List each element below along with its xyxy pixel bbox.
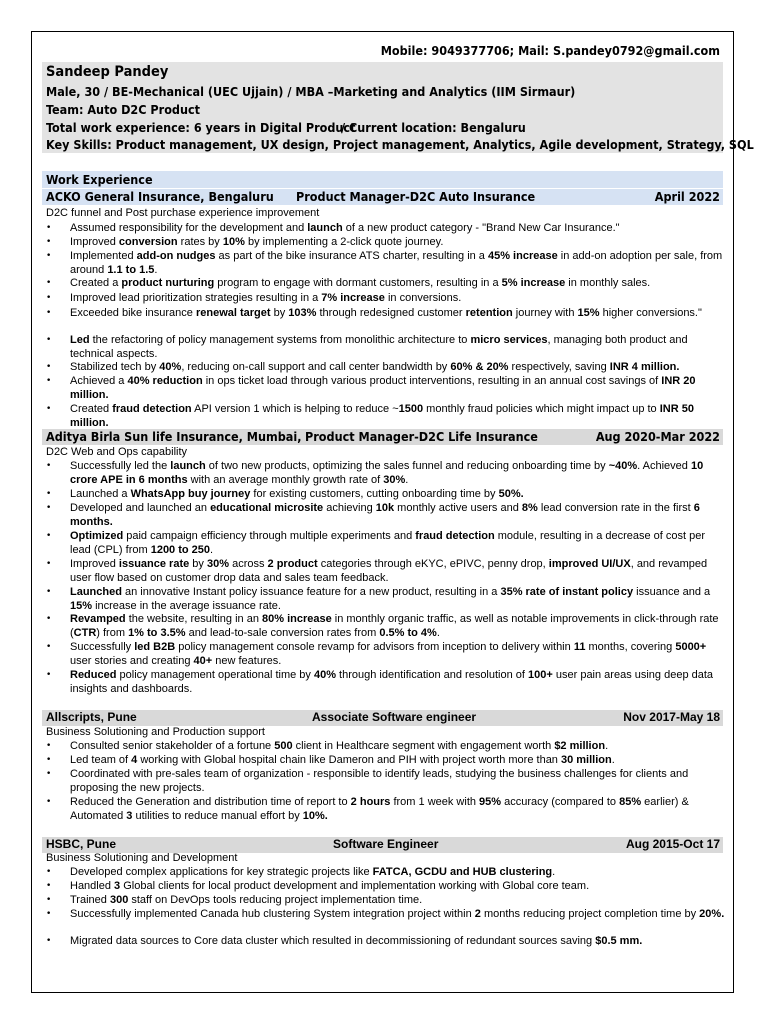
bullet-emphasis: 30% <box>383 473 406 486</box>
job-header-acko <box>42 189 723 205</box>
bullet-text: Successfully led the <box>70 460 171 472</box>
bullet-item <box>70 292 726 306</box>
bullet-item <box>70 307 726 321</box>
bullet-item <box>70 880 726 894</box>
bullet-text: . <box>210 543 214 556</box>
bullet-emphasis: $0.5 mm. <box>595 935 643 947</box>
bullet-item <box>70 586 726 613</box>
bullet-text: earlier) & Automated <box>70 796 689 822</box>
bullet-text: Reduced the Generation and distribution time of report to <box>70 796 351 808</box>
bullet-text: months reducing project completion time by <box>480 908 700 920</box>
bullet-emphasis: Revamped <box>70 613 126 625</box>
job-header-hsbc <box>42 837 723 853</box>
bullet-item <box>70 740 726 754</box>
bullet-text: by <box>189 558 207 570</box>
bullet-emphasis: WhatsApp buy journey <box>130 488 251 500</box>
bullet-emphasis: Optimized <box>70 530 124 542</box>
job-date: Aug 2015-Oct 17 <box>625 837 720 851</box>
bullet-text: Launched a <box>70 488 131 500</box>
job-date: Aug 2020-Mar 2022 <box>595 429 720 444</box>
bullet-emphasis: 40% <box>313 669 336 681</box>
bullet-text: achieving <box>323 502 376 514</box>
bullet-emphasis: fraud detection <box>112 403 192 415</box>
bullet-text: Migrated data sources to Core data cluster which resulted in decommissioning of redundant sources saving <box>70 935 596 947</box>
contact-line: Mobile: 9049377706; Mail: S.pandey0792@gmail.com <box>380 43 720 58</box>
bullet-emphasis: 2 <box>474 908 481 920</box>
bullet-emphasis: 3 <box>126 809 133 822</box>
bullet-text: in monthly sales. <box>565 277 651 289</box>
bullet-text: ) from <box>96 626 129 639</box>
bullet-item <box>70 460 726 487</box>
bullet-text: respectively, saving <box>508 361 610 373</box>
bullet-text: months, covering <box>585 641 676 653</box>
bullet-emphasis: 5% increase <box>501 277 566 289</box>
bullet-emphasis: 2 hours <box>350 796 391 808</box>
bullet-text: of a new product category - "Brand New Car Insurance." <box>342 222 620 234</box>
bullet-text: new features. <box>212 654 282 667</box>
bullet-emphasis: 5000+ <box>675 641 707 653</box>
bullet-text: in add-on adoption per sale, from around <box>70 250 723 276</box>
bullet-emphasis: issuance rate <box>118 558 190 570</box>
bullet-text: in monthly organic traffic, as well as notable improvements in click-through rate ( <box>70 613 719 639</box>
bullet-emphasis: 85% <box>619 796 642 808</box>
bullet-text: Stabilized tech by <box>70 361 160 373</box>
work-experience-heading <box>42 171 723 188</box>
bullet-text: by <box>270 307 289 319</box>
job-date: Nov 2017-May 18 <box>623 710 720 724</box>
profile-header <box>42 62 754 153</box>
bullet-item <box>70 613 726 640</box>
section-title: Work Experience <box>46 172 153 187</box>
bullet-text: . <box>154 263 158 276</box>
bullet-text: working with Global hospital chain like Dameron and PIH with project worth more than <box>137 754 561 766</box>
bullet-text: monthly fraud policies which might impact up to <box>423 403 660 415</box>
bullet-emphasis: 15% <box>70 599 93 612</box>
bullet-text: client in Healthcare segment with engagement worth <box>292 740 555 752</box>
bullet-text: Handled <box>70 880 115 892</box>
bullet-text: Achieved a <box>70 375 128 387</box>
bullet-text: module, resulting in a decrease of cost per lead (CPL) from <box>70 530 706 556</box>
bullet-emphasis: 7% increase <box>321 292 385 304</box>
bullet-item <box>70 250 726 277</box>
job-company: Aditya Birla Sun life Insurance, Mumbai, <box>46 429 302 444</box>
bullet-text: the refactoring of policy management systems from monolithic architecture to <box>89 334 471 346</box>
bullet-text: Global clients for local product development and implementation working with Global core team. <box>120 880 590 892</box>
bullet-emphasis: 40+ <box>193 654 213 667</box>
bullet-emphasis: 40% reduction <box>127 375 203 387</box>
bullet-text: Led team of <box>70 754 132 766</box>
bullet-text: . <box>436 626 440 639</box>
bullet-emphasis: 40% <box>159 361 182 373</box>
bullet-text: policy management console revamp for advisors from inception to delivery within <box>175 641 574 653</box>
education-line: Male, 30 / BE-Mechanical (UEC Ujjain) / MBA –Marketing and Analytics (IIM Sirmaur) <box>46 84 576 99</box>
bullet-emphasis: Led <box>70 334 90 346</box>
bullet-text: Successfully implemented Canada hub clustering System integration project within <box>70 908 475 920</box>
bullet-emphasis: 3 <box>114 880 121 892</box>
bullet-item <box>70 669 726 696</box>
bullet-item <box>70 908 726 922</box>
bullet-item <box>70 277 726 291</box>
bullet-text: increase in the average issuance rate. <box>92 599 281 612</box>
job-role: Software Engineer <box>333 837 439 851</box>
bullet-text: . <box>611 754 615 766</box>
bullet-text: journey with <box>512 307 578 319</box>
bullet-emphasis: 100+ <box>528 669 553 681</box>
bullet-text: Developed and launched an <box>70 502 211 514</box>
job-role: Product Manager-D2C Life Insurance <box>305 429 538 444</box>
job-subtitle: Business Solutioning and Production support <box>46 726 265 738</box>
bullet-item <box>70 754 726 768</box>
bullet-emphasis: 8% <box>521 502 538 514</box>
bullet-item <box>70 502 726 529</box>
bullet-text: across <box>229 558 268 570</box>
bullet-text: Improved <box>70 236 119 248</box>
bullet-text: for existing customers, cutting onboarding time by <box>250 488 499 500</box>
bullet-text: Created <box>70 403 113 415</box>
job-company: HSBC, Pune <box>46 837 117 851</box>
bullet-text: from 1 week with <box>390 796 480 808</box>
bullet-text: . <box>605 740 609 752</box>
bullet-emphasis: CTR <box>73 626 97 639</box>
bullet-text: user stories and creating <box>70 654 194 667</box>
bullet-text: . <box>405 473 409 486</box>
bullet-text: paid campaign efficiency through multiple experiments and <box>123 530 416 542</box>
bullet-text: categories through eKYC, ePIVC, penny drop, <box>317 558 549 570</box>
bullet-text: in ops ticket load through various product interventions, resulting in an annual cost savings of <box>202 375 662 387</box>
location-line: / Current location: Bengaluru <box>341 120 526 135</box>
bullet-text: . <box>552 866 556 878</box>
bullet-text: monthly active users and <box>394 502 522 514</box>
bullet-emphasis: INR 50 million. <box>70 403 694 429</box>
bullet-text: Successfully <box>70 641 135 653</box>
bullet-text: the website, resulting in an <box>125 613 262 625</box>
bullet-item <box>70 768 726 795</box>
job-company: Allscripts, Pune <box>46 710 137 724</box>
job-header-aditya-birla <box>42 429 723 445</box>
bullet-text: in conversions. <box>384 292 462 304</box>
bullet-emphasis: INR 20 million. <box>70 375 696 401</box>
bullet-text: , reducing on-call support and call center bandwidth by <box>181 361 451 373</box>
bullet-text: accuracy (compared to <box>501 796 620 808</box>
bullet-emphasis: 500 <box>274 740 293 752</box>
bullet-emphasis: 15% <box>577 307 600 319</box>
bullet-emphasis: fraud detection <box>415 530 495 542</box>
bullet-emphasis: 35% rate of instant policy <box>500 586 634 598</box>
bullet-emphasis: 6 months. <box>70 502 700 528</box>
bullet-item <box>70 334 726 361</box>
bullet-text: through identification and resolution of <box>336 669 529 681</box>
bullet-text: of two new products, optimizing the sales funnel and reducing onboarding time by <box>205 460 609 472</box>
bullet-emphasis: 103% <box>288 307 317 319</box>
bullet-emphasis: 1% to 3.5% <box>128 626 186 639</box>
bullet-emphasis: micro services <box>470 334 548 346</box>
bullet-item <box>70 530 726 557</box>
bullet-text: Created a <box>70 277 122 289</box>
bullet-text: Trained <box>70 894 110 906</box>
bullet-item <box>70 894 726 908</box>
job-subtitle: D2C funnel and Post purchase experience improvement <box>46 207 320 219</box>
bullet-emphasis: 1200 to 250 <box>150 543 211 556</box>
bullet-emphasis: 1500 <box>398 403 424 415</box>
job-role: Product Manager-D2C Auto Insurance <box>296 189 536 204</box>
bullet-text: Coordinated with pre-sales team of organization - responsible to identify leads, studying the business challenges for clients and proposing the new projects. <box>70 768 689 794</box>
bullet-emphasis: 10k <box>375 502 395 514</box>
bullet-text: policy management operational time by <box>116 669 314 681</box>
bullet-emphasis: 11 <box>573 641 586 653</box>
bullet-emphasis: improved UI/UX <box>548 558 631 570</box>
bullet-text: Consulted senior stakeholder of a fortune <box>70 740 275 752</box>
bullet-emphasis: 10% <box>222 236 245 248</box>
bullet-text: Implemented <box>70 250 137 262</box>
bullet-emphasis: 2 product <box>267 558 318 570</box>
bullet-emphasis: 20%. <box>699 908 725 920</box>
bullet-text: by implementing a 2-click quote journey. <box>244 236 444 248</box>
bullet-item <box>70 375 726 402</box>
job-company: ACKO General Insurance, Bengaluru <box>46 189 274 204</box>
bullet-item <box>70 935 726 949</box>
bullet-emphasis: educational microsite <box>210 502 324 514</box>
bullet-emphasis: Reduced <box>70 669 117 681</box>
bullet-text: issuance and a <box>633 586 711 598</box>
bullet-emphasis: 1.1 to 1.5 <box>107 263 155 276</box>
bullet-text: Improved <box>70 558 119 570</box>
bullet-item <box>70 488 726 502</box>
bullet-text: Assumed responsibility for the development and <box>70 222 308 234</box>
bullet-text: as part of the bike insurance ATS charter, resulting in a <box>215 250 488 262</box>
bullet-item <box>70 866 726 880</box>
bullet-item <box>70 361 726 375</box>
bullet-text: with an average monthly growth rate of <box>187 473 384 486</box>
bullet-emphasis: $2 million <box>554 740 606 752</box>
bullet-text: Improved lead prioritization strategies resulting in a <box>70 292 322 304</box>
bullet-emphasis: renewal target <box>195 307 271 319</box>
bullet-emphasis: product nurturing <box>121 277 215 289</box>
bullet-item <box>70 641 726 668</box>
bullet-emphasis: FATCA, GCDU and HUB clustering <box>372 866 553 878</box>
bullet-text: rates by <box>177 236 223 248</box>
bullet-item <box>70 796 726 823</box>
bullet-emphasis: 80% increase <box>262 613 332 625</box>
bullet-item <box>70 558 726 585</box>
bullet-emphasis: 45% increase <box>487 250 558 262</box>
bullet-emphasis: launch <box>307 222 343 234</box>
bullet-item <box>70 403 726 430</box>
bullet-text: through redesigned customer <box>316 307 466 319</box>
bullet-text: , and revamped user flow based on customer drop data and sales team feedback. <box>70 558 708 584</box>
bullet-emphasis: Launched <box>70 586 122 598</box>
bullet-emphasis: retention <box>465 307 513 319</box>
bullet-text: lead conversion rate in the first <box>537 502 694 514</box>
bullet-emphasis: 4 <box>131 754 138 766</box>
bullet-text: utilities to reduce manual effort by <box>132 809 303 822</box>
team-line: Team: Auto D2C Product <box>46 102 201 117</box>
bullet-emphasis: INR 4 million. <box>609 361 680 373</box>
skills-line: Key Skills: Product management, UX design, Project management, Analytics, Agile development, Strategy, SQL <box>46 137 754 152</box>
experience-line: Total work experience: 6 years in Digital Product <box>46 120 356 135</box>
bullet-item <box>70 236 726 250</box>
job-header-allscripts <box>42 710 723 726</box>
candidate-name: Sandeep Pandey <box>46 64 169 80</box>
bullet-emphasis: 95% <box>479 796 502 808</box>
job-date: April 2022 <box>654 189 720 204</box>
bullet-emphasis: 300 <box>109 894 129 906</box>
bullet-text: . Achieved <box>637 460 691 472</box>
bullet-emphasis: launch <box>170 460 206 472</box>
bullet-text: API version 1 which is helping to reduce ~ <box>191 403 399 415</box>
bullet-emphasis: 50%. <box>498 488 524 500</box>
bullet-emphasis: 10 crore APE in 6 months <box>70 460 704 486</box>
bullet-emphasis: led B2B <box>134 641 176 653</box>
bullet-text: higher conversions." <box>599 307 702 319</box>
bullet-item <box>70 222 726 236</box>
bullet-emphasis: 0.5% to 4% <box>379 626 437 639</box>
bullet-text: user pain areas using deep data insights and dashboards. <box>70 669 714 695</box>
bullet-text: staff on DevOps tools reducing project implementation time. <box>128 894 423 906</box>
bullet-emphasis: 60% & 20% <box>450 361 509 373</box>
bullet-emphasis: 30 million <box>560 754 612 766</box>
job-role: Associate Software engineer <box>312 710 477 724</box>
bullet-emphasis: 30% <box>206 558 230 570</box>
job-subtitle: D2C Web and Ops capability <box>46 446 188 458</box>
bullet-emphasis: 10%. <box>302 809 328 822</box>
job-subtitle: Business Solutioning and Development <box>46 852 238 864</box>
bullet-text: Developed complex applications for key strategic projects like <box>70 866 373 878</box>
bullet-text: an innovative Instant policy issuance feature for a new product, resulting in a <box>121 586 501 598</box>
bullet-emphasis: add-on nudges <box>136 250 216 262</box>
bullet-text: , managing both product and technical aspects. <box>70 334 688 360</box>
bullet-text: program to engage with dormant customers, resulting in a <box>214 277 502 289</box>
bullet-text: Exceeded bike insurance <box>70 307 196 319</box>
bullet-emphasis: ~40% <box>608 460 638 472</box>
bullet-text: and lead-to-sale conversion rates from <box>185 626 380 639</box>
bullet-emphasis: conversion <box>118 236 178 248</box>
